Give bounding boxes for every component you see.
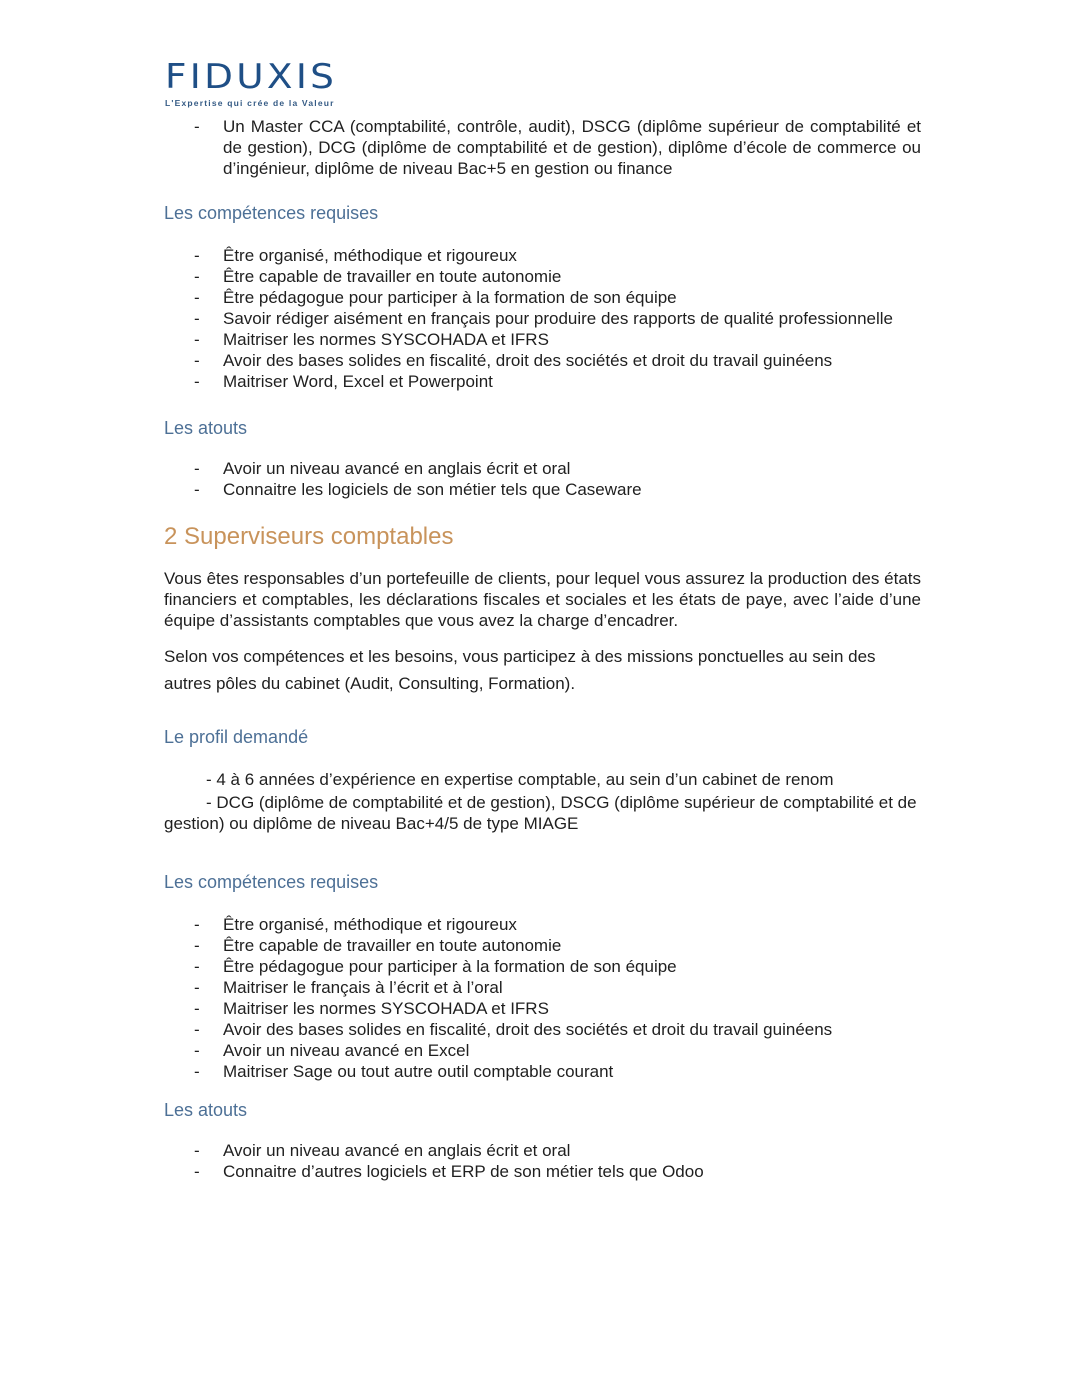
- atouts-list-2: [164, 1140, 921, 1182]
- list-item: - Être pédagogue pour participer à la formation de son équipe: [164, 287, 921, 308]
- list-item: - Avoir un niveau avancé en Excel: [164, 1040, 921, 1061]
- logo-tagline: L'Expertise qui crée de la Valeur: [165, 98, 335, 108]
- document-content: [164, 116, 921, 1182]
- list-item: - Connaitre les logiciels de son métier tels que Caseware: [164, 479, 921, 500]
- list-item: - Avoir un niveau avancé en anglais écrit et oral: [164, 458, 921, 479]
- section-heading-profil: Le profil demandé: [164, 727, 309, 747]
- section-heading-atouts-2: Les atouts: [164, 1100, 248, 1120]
- list-item: - Maitriser le français à l’écrit et à l’oral: [164, 977, 921, 998]
- job-title-heading: 2 Superviseurs comptables: [164, 523, 454, 550]
- list-item: - Maitriser les normes SYSCOHADA et IFRS: [164, 329, 921, 350]
- profil-list: [164, 769, 921, 834]
- section-heading-competences-2: Les compétences requises: [164, 872, 379, 892]
- list-item: - Avoir des bases solides en fiscalité, droit des sociétés et droit du travail guinéens: [164, 1019, 921, 1040]
- list-item: - Être capable de travailler en toute autonomie: [164, 935, 921, 956]
- profil-item: - DCG (diplôme de comptabilité et de gestion), DSCG (diplôme supérieur de comptabilité et de gestion) ou diplôme de niveau Bac+4/5 de type MIAGE: [164, 793, 917, 833]
- list-item: - Savoir rédiger aisément en français pour produire des rapports de qualité professionnelle: [164, 308, 921, 329]
- list-item: - Maitriser Sage ou tout autre outil comptable courant: [164, 1061, 921, 1082]
- list-item: - Un Master CCA (comptabilité, contrôle, audit), DSCG (diplôme supérieur de comptabilité et de gestion), DCG (diplôme de comptabilité et de gestion), diplôme d’école de commerce ou d’ingénieur, diplôme de niveau Bac+5 en gestion ou finance: [164, 116, 921, 179]
- company-logo: [165, 57, 338, 108]
- logo-name: FIDUXIS: [165, 57, 338, 97]
- list-item: - Avoir un niveau avancé en anglais écrit et oral: [164, 1140, 921, 1161]
- list-item: - Avoir des bases solides en fiscalité, droit des sociétés et droit du travail guinéens: [164, 350, 921, 371]
- list-item: - Maitriser Word, Excel et Powerpoint: [164, 371, 921, 392]
- list-item: - Maitriser les normes SYSCOHADA et IFRS: [164, 998, 921, 1019]
- section-heading-atouts: Les atouts: [164, 418, 248, 438]
- list-item: - Être pédagogue pour participer à la formation de son équipe: [164, 956, 921, 977]
- missions-paragraph: Selon vos compétences et les besoins, vous participez à des missions ponctuelles au sein des autres pôles du cabinet (Audit, Consulting, Formation).: [164, 647, 876, 693]
- list-item: - Être capable de travailler en toute autonomie: [164, 266, 921, 287]
- competences-list-2: [164, 914, 921, 1082]
- job-description-paragraph: Vous êtes responsables d’un portefeuille de clients, pour lequel vous assurez la production des états financiers et comptables, les déclarations fiscales et sociales et les états de paye, avec l’aide d’une équipe d’assistants comptables que vous avez la charge d’encadrer.: [164, 569, 921, 630]
- profil-item: - 4 à 6 années d’expérience en expertise comptable, au sein d’un cabinet de renom: [206, 770, 834, 789]
- competences-list: [164, 245, 921, 392]
- list-item: - Être organisé, méthodique et rigoureux: [164, 245, 921, 266]
- list-item: - Connaitre d’autres logiciels et ERP de son métier tels que Odoo: [164, 1161, 921, 1182]
- list-item: - Être organisé, méthodique et rigoureux: [164, 914, 921, 935]
- diploma-list: [164, 116, 921, 179]
- section-heading-competences: Les compétences requises: [164, 203, 379, 223]
- atouts-list: [164, 458, 921, 500]
